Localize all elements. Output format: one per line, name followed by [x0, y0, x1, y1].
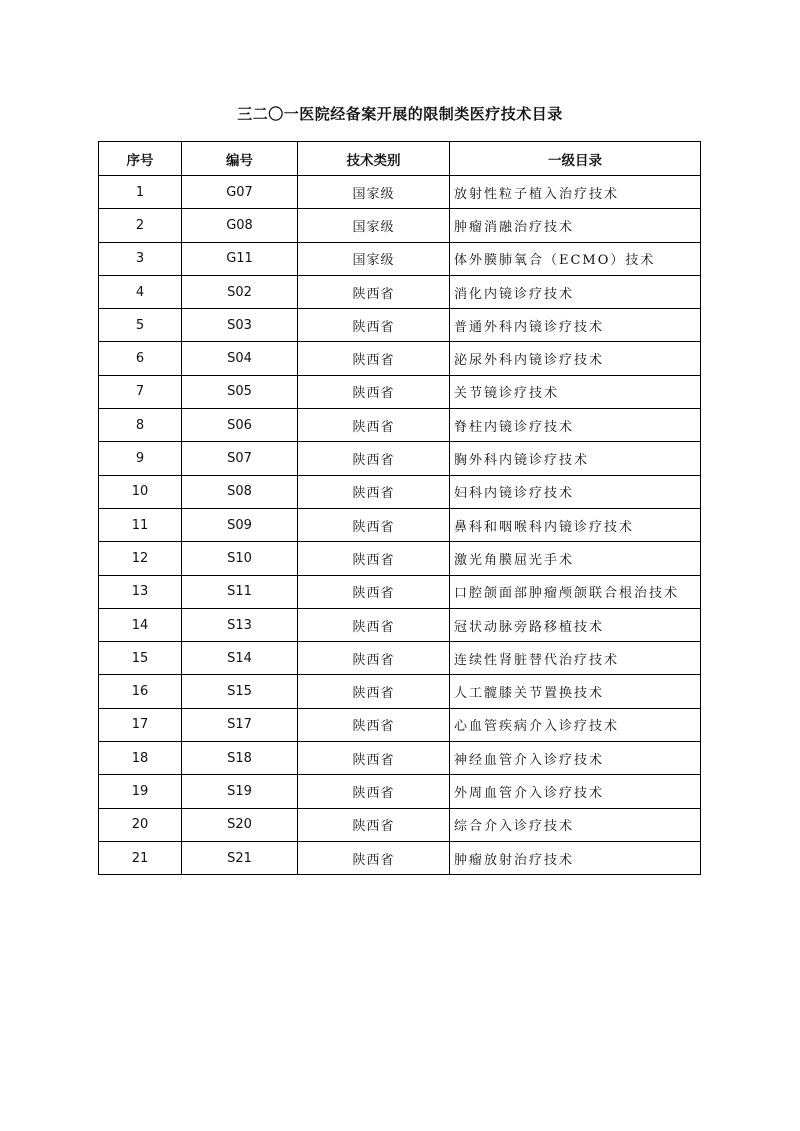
code-cell: S11 — [182, 575, 298, 608]
table-row — [99, 375, 701, 408]
category-cell: 陕西省 — [298, 708, 450, 741]
category-cell: 陕西省 — [298, 642, 450, 675]
table-row — [99, 442, 701, 475]
catalog-cell: 胸外科内镜诊疗技术 — [450, 442, 701, 475]
code-cell: S07 — [182, 442, 298, 475]
page-title: 三二〇一医院经备案开展的限制类医疗技术目录 — [237, 105, 563, 123]
technology-catalog-table — [98, 141, 701, 875]
serial-number-cell: 7 — [99, 375, 182, 408]
category-cell: 国家级 — [298, 176, 450, 209]
catalog-cell: 神经血管介入诊疗技术 — [450, 742, 701, 775]
table-row — [99, 742, 701, 775]
catalog-cell: 连续性肾脏替代治疗技术 — [450, 642, 701, 675]
catalog-cell: 体外膜肺氧合（ECMO）技术 — [450, 242, 701, 275]
table-row — [99, 342, 701, 375]
code-cell: S03 — [182, 309, 298, 342]
catalog-cell: 综合介入诊疗技术 — [450, 808, 701, 841]
serial-number-cell: 4 — [99, 275, 182, 308]
category-cell: 陕西省 — [298, 675, 450, 708]
table-row — [99, 309, 701, 342]
catalog-cell: 肿瘤消融治疗技术 — [450, 209, 701, 242]
table-row — [99, 708, 701, 741]
table-row — [99, 675, 701, 708]
catalog-cell: 外周血管介入诊疗技术 — [450, 775, 701, 808]
table-row — [99, 542, 701, 575]
catalog-cell: 普通外科内镜诊疗技术 — [450, 309, 701, 342]
code-cell: S14 — [182, 642, 298, 675]
catalog-cell: 关节镜诊疗技术 — [450, 375, 701, 408]
code-cell: S20 — [182, 808, 298, 841]
code-cell: S08 — [182, 475, 298, 508]
code-cell: S04 — [182, 342, 298, 375]
table-row — [99, 176, 701, 209]
code-cell: G07 — [182, 176, 298, 209]
code-cell: S15 — [182, 675, 298, 708]
category-cell: 陕西省 — [298, 475, 450, 508]
category-cell: 陕西省 — [298, 608, 450, 641]
serial-number-cell: 19 — [99, 775, 182, 808]
serial-number-cell: 21 — [99, 841, 182, 874]
category-cell: 陕西省 — [298, 275, 450, 308]
serial-number-cell: 6 — [99, 342, 182, 375]
category-cell: 陕西省 — [298, 375, 450, 408]
table-row — [99, 808, 701, 841]
header-serial-number: 序号 — [99, 142, 182, 176]
serial-number-cell: 1 — [99, 176, 182, 209]
table-row — [99, 275, 701, 308]
serial-number-cell: 2 — [99, 209, 182, 242]
serial-number-cell: 20 — [99, 808, 182, 841]
code-cell: S19 — [182, 775, 298, 808]
category-cell: 陕西省 — [298, 309, 450, 342]
catalog-cell: 人工髋膝关节置换技术 — [450, 675, 701, 708]
catalog-cell: 消化内镜诊疗技术 — [450, 275, 701, 308]
catalog-cell: 放射性粒子植入治疗技术 — [450, 176, 701, 209]
category-cell: 陕西省 — [298, 742, 450, 775]
category-cell: 国家级 — [298, 209, 450, 242]
category-cell: 陕西省 — [298, 575, 450, 608]
table-row — [99, 475, 701, 508]
catalog-cell: 冠状动脉旁路移植技术 — [450, 608, 701, 641]
code-cell: S17 — [182, 708, 298, 741]
table-row — [99, 575, 701, 608]
serial-number-cell: 9 — [99, 442, 182, 475]
category-cell: 陕西省 — [298, 841, 450, 874]
serial-number-cell: 5 — [99, 309, 182, 342]
code-cell: S02 — [182, 275, 298, 308]
serial-number-cell: 3 — [99, 242, 182, 275]
header-row — [99, 142, 701, 176]
code-cell: S13 — [182, 608, 298, 641]
header-catalog: 一级目录 — [450, 142, 701, 176]
table-row — [99, 841, 701, 874]
table-row — [99, 409, 701, 442]
category-cell: 陕西省 — [298, 775, 450, 808]
serial-number-cell: 13 — [99, 575, 182, 608]
serial-number-cell: 14 — [99, 608, 182, 641]
catalog-cell: 口腔颌面部肿瘤颅颌联合根治技术 — [450, 575, 701, 608]
category-cell: 陕西省 — [298, 442, 450, 475]
code-cell: S09 — [182, 508, 298, 541]
header-category: 技术类别 — [298, 142, 450, 176]
category-cell: 陕西省 — [298, 542, 450, 575]
table-row — [99, 209, 701, 242]
code-cell: S10 — [182, 542, 298, 575]
table-row — [99, 608, 701, 641]
category-cell: 陕西省 — [298, 808, 450, 841]
serial-number-cell: 15 — [99, 642, 182, 675]
serial-number-cell: 10 — [99, 475, 182, 508]
serial-number-cell: 12 — [99, 542, 182, 575]
catalog-cell: 肿瘤放射治疗技术 — [450, 841, 701, 874]
table-row — [99, 508, 701, 541]
table-row — [99, 642, 701, 675]
catalog-cell: 妇科内镜诊疗技术 — [450, 475, 701, 508]
header-code: 编号 — [182, 142, 298, 176]
serial-number-cell: 16 — [99, 675, 182, 708]
category-cell: 国家级 — [298, 242, 450, 275]
catalog-cell: 泌尿外科内镜诊疗技术 — [450, 342, 701, 375]
category-cell: 陕西省 — [298, 508, 450, 541]
code-cell: S18 — [182, 742, 298, 775]
table-row — [99, 242, 701, 275]
code-cell: S05 — [182, 375, 298, 408]
code-cell: S21 — [182, 841, 298, 874]
serial-number-cell: 8 — [99, 409, 182, 442]
serial-number-cell: 11 — [99, 508, 182, 541]
category-cell: 陕西省 — [298, 342, 450, 375]
code-cell: G11 — [182, 242, 298, 275]
category-cell: 陕西省 — [298, 409, 450, 442]
catalog-cell: 脊柱内镜诊疗技术 — [450, 409, 701, 442]
catalog-cell: 激光角膜屈光手术 — [450, 542, 701, 575]
serial-number-cell: 18 — [99, 742, 182, 775]
code-cell: S06 — [182, 409, 298, 442]
code-cell: G08 — [182, 209, 298, 242]
table-row — [99, 775, 701, 808]
catalog-cell: 心血管疾病介入诊疗技术 — [450, 708, 701, 741]
serial-number-cell: 17 — [99, 708, 182, 741]
catalog-cell: 鼻科和咽喉科内镜诊疗技术 — [450, 508, 701, 541]
